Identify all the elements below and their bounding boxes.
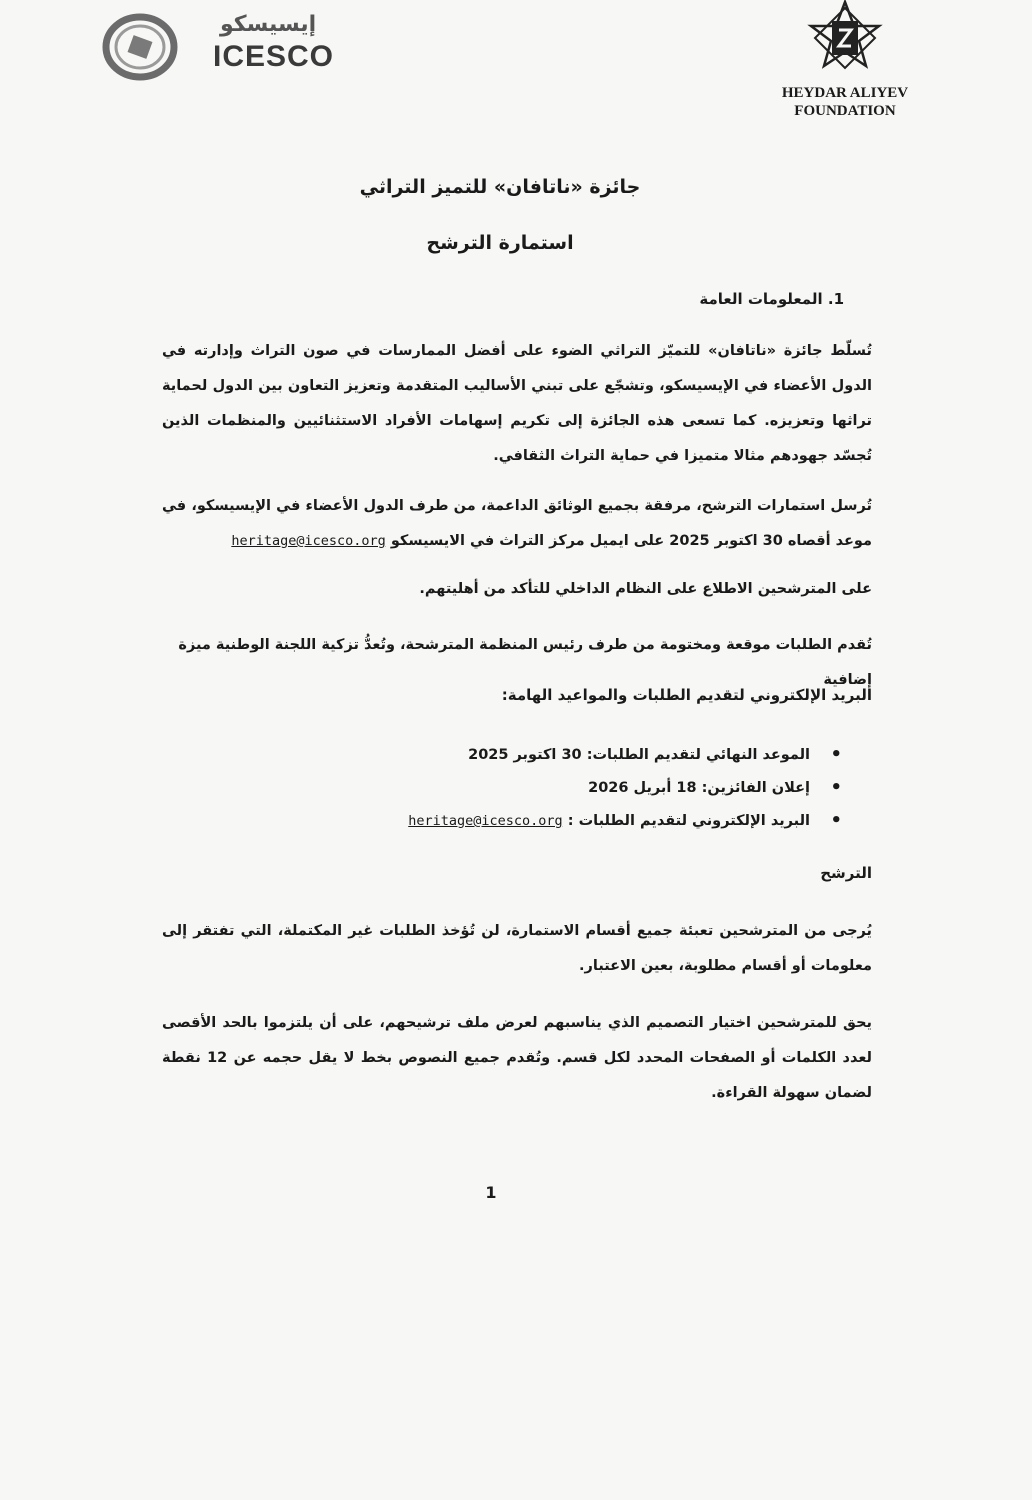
document-title: جائزة «ناتافان» للتميز التراثي — [359, 176, 641, 198]
paragraph-eligibility: على المترشحين الاطلاع على النظام الداخلي للتأكد من أهليتهم. — [419, 581, 872, 597]
icesco-logo — [100, 8, 340, 78]
icesco-emblem-icon — [100, 12, 180, 82]
paragraph-complete-forms: يُرجى من المترشحين تعبئة جميع أقسام الاستمارة، لن تُؤخذ الطلبات غير المكتملة، التي تفتقر إلى معلومات أو أقسام مطلوبة، بعين الاعتبار. — [162, 923, 872, 974]
submission-email-link[interactable]: heritage@icesco.org — [231, 533, 386, 549]
foundation-emblem-icon — [770, 0, 920, 82]
icesco-arabic-name: إيسيسكو — [220, 12, 317, 37]
section-heading-nomination: الترشح — [820, 864, 872, 882]
paragraph-signature: تُقدم الطلبات موقعة ومختومة من طرف رئيس المنظمة المترشحة، وتُعدُّ تزكية اللجنة الوطنية ميزة إضافية — [178, 637, 872, 688]
section-heading-general-info: 1. المعلومات العامة — [699, 290, 844, 308]
paragraph-design-rules: يحق للمترشحين اختيار التصميم الذي يناسبهم لعرض ملف ترشيحهم، على أن يلتزموا بالحد الأقصى لعدد الكلمات أو الصفحات المحدد لكل قسم. وتُقدم جميع النصوص بخط لا يقل حجمه عن 12 نقطة لضمان سهولة القراءة. — [162, 1015, 872, 1101]
bullet-email-link[interactable]: heritage@icesco.org — [408, 813, 563, 829]
paragraph-submission — [162, 489, 872, 559]
document-subtitle: استمارة الترشح — [426, 232, 574, 254]
icesco-latin-name: ICESCO — [213, 40, 335, 73]
list-item-email: • البريد الإلكتروني لتقديم الطلبات : heritage@icesco.org — [242, 806, 842, 839]
deadlines-list — [242, 740, 842, 839]
list-item-deadline: • الموعد النهائي لتقديم الطلبات: 30 اكتوبر 2025 — [242, 740, 842, 773]
page-number: 1 — [485, 1183, 497, 1202]
heydar-aliyev-foundation-logo — [770, 0, 920, 120]
submission-text: تُرسل استمارات الترشح، مرفقة بجميع الوثائق الداعمة، من طرف الدول الأعضاء في الإيسيسكو، في موعد أقصاه 30 اكتوبر 2025 على ايميل مركز التراث في الايسيسكو — [162, 498, 872, 549]
foundation-name-line1: HEYDAR ALIYEV — [781, 85, 909, 101]
foundation-name-line2: FOUNDATION — [794, 103, 896, 119]
list-item-winners: • إعلان الفائزين: 18 أبريل 2026 — [242, 773, 842, 806]
deadlines-heading: البريد الإلكتروني لتقديم الطلبات والمواعيد الهامة: — [501, 686, 872, 704]
paragraph-award-intro: تُسلّط جائزة «ناتافان» للتميّز التراثي الضوء على أفضل الممارسات في صون التراث وإدارته في الدول الأعضاء في الإيسيسكو، وتشجّع على تبني الأساليب المتقدمة وتعزيز التعاون بين الدول لحماية تراثها وتعزيزه. كما تسعى هذه الجائزة إلى تكريم إسهامات الأفراد الاستثنائيين والمنظمات الذين تُجسّد جهودهم مثالا متميزا في حماية التراث الثقافي. — [162, 343, 872, 464]
